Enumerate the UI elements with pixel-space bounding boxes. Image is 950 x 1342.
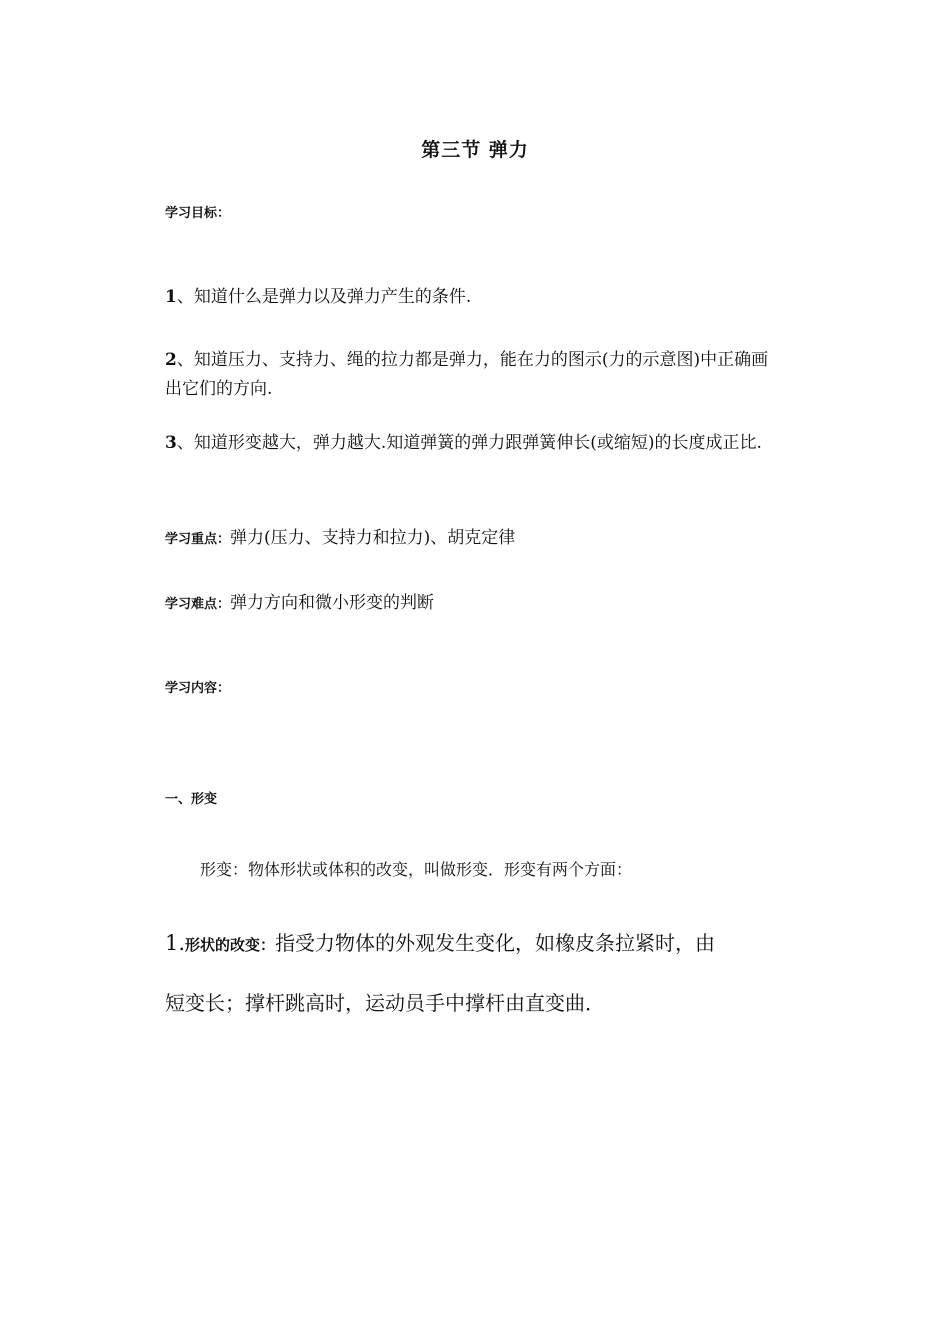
- objective-item-2-continued: 出它们的方向.: [165, 379, 273, 399]
- objective-text: 、知道形变越大，弹力越大.知道弹簧的弹力跟弹簧伸长(或缩短)的长度成正比.: [176, 433, 762, 453]
- objective-number: 3: [165, 433, 177, 453]
- page-title: 第三节 弹力: [421, 139, 529, 161]
- deformation-definition: 形变：物体形状或体积的改变，叫做形变．形变有两个方面：: [200, 860, 633, 879]
- objective-number: 1: [165, 287, 177, 307]
- objective-item-1: [165, 289, 471, 306]
- objective-text: 、知道什么是弹力以及弹力产生的条件.: [176, 287, 472, 307]
- difficulties: [165, 595, 434, 612]
- difficulties-label: 学习难点：: [165, 597, 231, 612]
- content-heading: 学习内容：: [165, 681, 231, 696]
- item-text: 指受力物体的外观发生变化，如橡皮条拉紧时，由: [275, 931, 716, 955]
- objectives-heading: 学习目标：: [165, 206, 231, 221]
- key-points-text: 弹力(压力、支持力和拉力)、胡克定律: [230, 528, 516, 548]
- key-points: [165, 530, 515, 547]
- shape-change-item: [165, 933, 715, 954]
- key-points-label: 学习重点：: [165, 532, 231, 547]
- objective-text: 、知道压力、支持力、绳的拉力都是弹力，能在力的图示(力的示意图)中正确画: [176, 350, 769, 370]
- objective-item-3: [165, 435, 762, 452]
- item-label: 形状的改变：: [185, 936, 276, 954]
- shape-change-item-continued: 短变长；撑杆跳高时，运动员手中撑杆由直变曲．: [165, 991, 605, 1015]
- objective-item-2: [165, 352, 768, 369]
- section-heading: 一、形变: [165, 792, 218, 807]
- difficulties-text: 弹力方向和微小形变的判断: [230, 593, 435, 613]
- item-number: 1.: [165, 931, 186, 955]
- objective-number: 2: [165, 350, 177, 370]
